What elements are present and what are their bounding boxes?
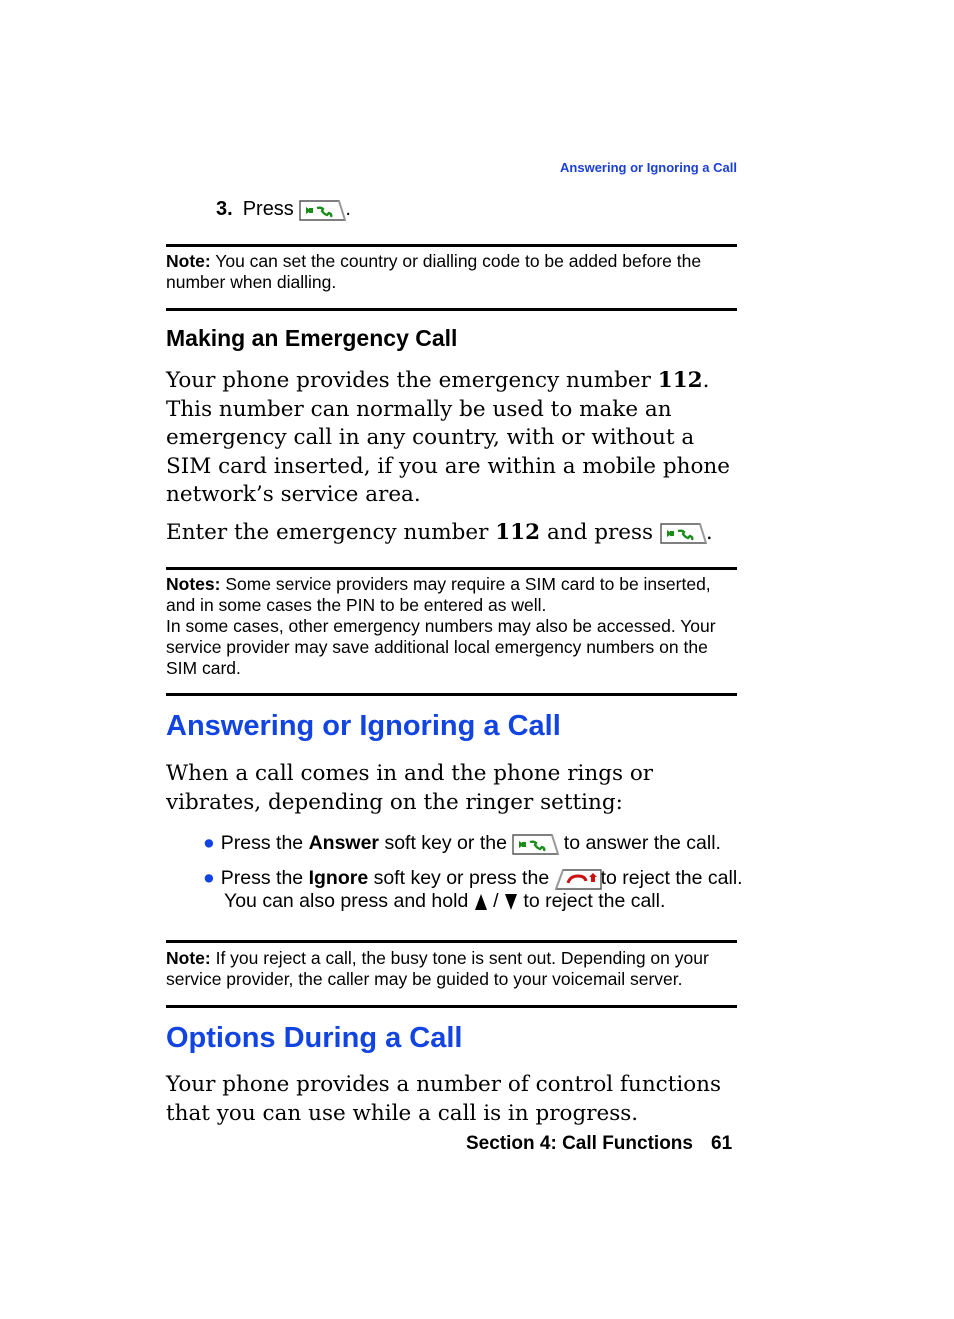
slash-separator: / xyxy=(493,890,499,912)
text-span: Press the xyxy=(220,867,309,889)
note-text: In some cases, other emergency numbers may also be accessed. Your service provider may save additional local emergency numbers on the SIM card. xyxy=(166,616,716,678)
emergency-number: 112 xyxy=(657,368,703,393)
divider xyxy=(166,308,737,311)
text-span: Your phone provides the emergency number xyxy=(166,368,658,393)
text-span: to answer the call. xyxy=(558,832,721,854)
answer-softkey-label: Answer xyxy=(308,832,380,854)
step-text: Press xyxy=(242,198,294,220)
page-number: 61 xyxy=(711,1133,733,1154)
bullet-ignore xyxy=(203,867,743,913)
notes-emergency xyxy=(166,574,737,679)
emergency-heading: Making an Emergency Call xyxy=(166,325,458,351)
divider xyxy=(166,1005,737,1008)
emergency-number: 112 xyxy=(495,520,541,545)
text-span: . This number can normally be used to make an emergency call in any country, with or without a SIM card inserted, if you are within a mobile phone network’s service area. xyxy=(166,368,730,507)
send-key-icon xyxy=(299,199,345,221)
text-span: and press xyxy=(540,520,654,545)
note-text: If you reject a call, the busy tone is sent out. Depending on your service provider, the caller may be guided to your voicemail server. xyxy=(166,948,709,989)
step-number: 3. xyxy=(216,198,233,220)
answering-intro: When a call comes in and the phone rings or vibrates, depending on the ringer setting: xyxy=(166,761,654,815)
answering-heading: Answering or Ignoring a Call xyxy=(166,710,561,742)
note-country-code xyxy=(166,251,737,293)
text-span: You can also press and hold xyxy=(224,890,469,912)
text-span: to reject the call. xyxy=(523,890,666,912)
ignore-softkey-label: Ignore xyxy=(308,867,369,889)
options-heading: Options During a Call xyxy=(166,1022,463,1054)
note-label: Note: xyxy=(166,948,211,968)
end-key-icon xyxy=(555,868,601,890)
text-span: Press the xyxy=(220,832,309,854)
footer-section: Section 4: Call Functions xyxy=(466,1133,693,1154)
running-head: Answering or Ignoring a Call xyxy=(560,160,737,175)
options-paragraph: Your phone provides a number of control functions that you can use while a call is in progress. xyxy=(166,1072,722,1126)
step-3 xyxy=(216,198,351,221)
divider xyxy=(166,567,737,570)
divider xyxy=(166,244,737,247)
note-reject-call xyxy=(166,948,737,990)
emergency-instruction xyxy=(166,519,746,548)
text-span: soft key or press the xyxy=(368,867,550,889)
text-span: Enter the emergency number xyxy=(166,520,496,545)
note-text: Some service providers may require a SIM card to be inserted, and in some cases the PIN to be entered as well. xyxy=(166,574,711,615)
volume-up-icon xyxy=(474,893,488,911)
bullet-dot: ● xyxy=(203,832,215,854)
divider xyxy=(166,693,737,696)
text-span: . xyxy=(705,520,713,545)
emergency-paragraph xyxy=(166,367,746,510)
note-label: Note: xyxy=(166,251,211,271)
volume-down-icon xyxy=(504,893,518,911)
send-key-icon xyxy=(512,833,558,855)
text-span: soft key or the xyxy=(379,832,507,854)
step-end: . xyxy=(345,198,351,220)
note-label: Notes: xyxy=(166,574,221,594)
text-span: to reject the call. xyxy=(600,867,743,889)
bullet-dot: ● xyxy=(203,867,215,889)
send-key-icon xyxy=(660,522,706,544)
note-text: You can set the country or dialling code to be added before the number when dialling. xyxy=(166,251,702,292)
divider xyxy=(166,940,737,943)
bullet-answer xyxy=(203,832,721,855)
